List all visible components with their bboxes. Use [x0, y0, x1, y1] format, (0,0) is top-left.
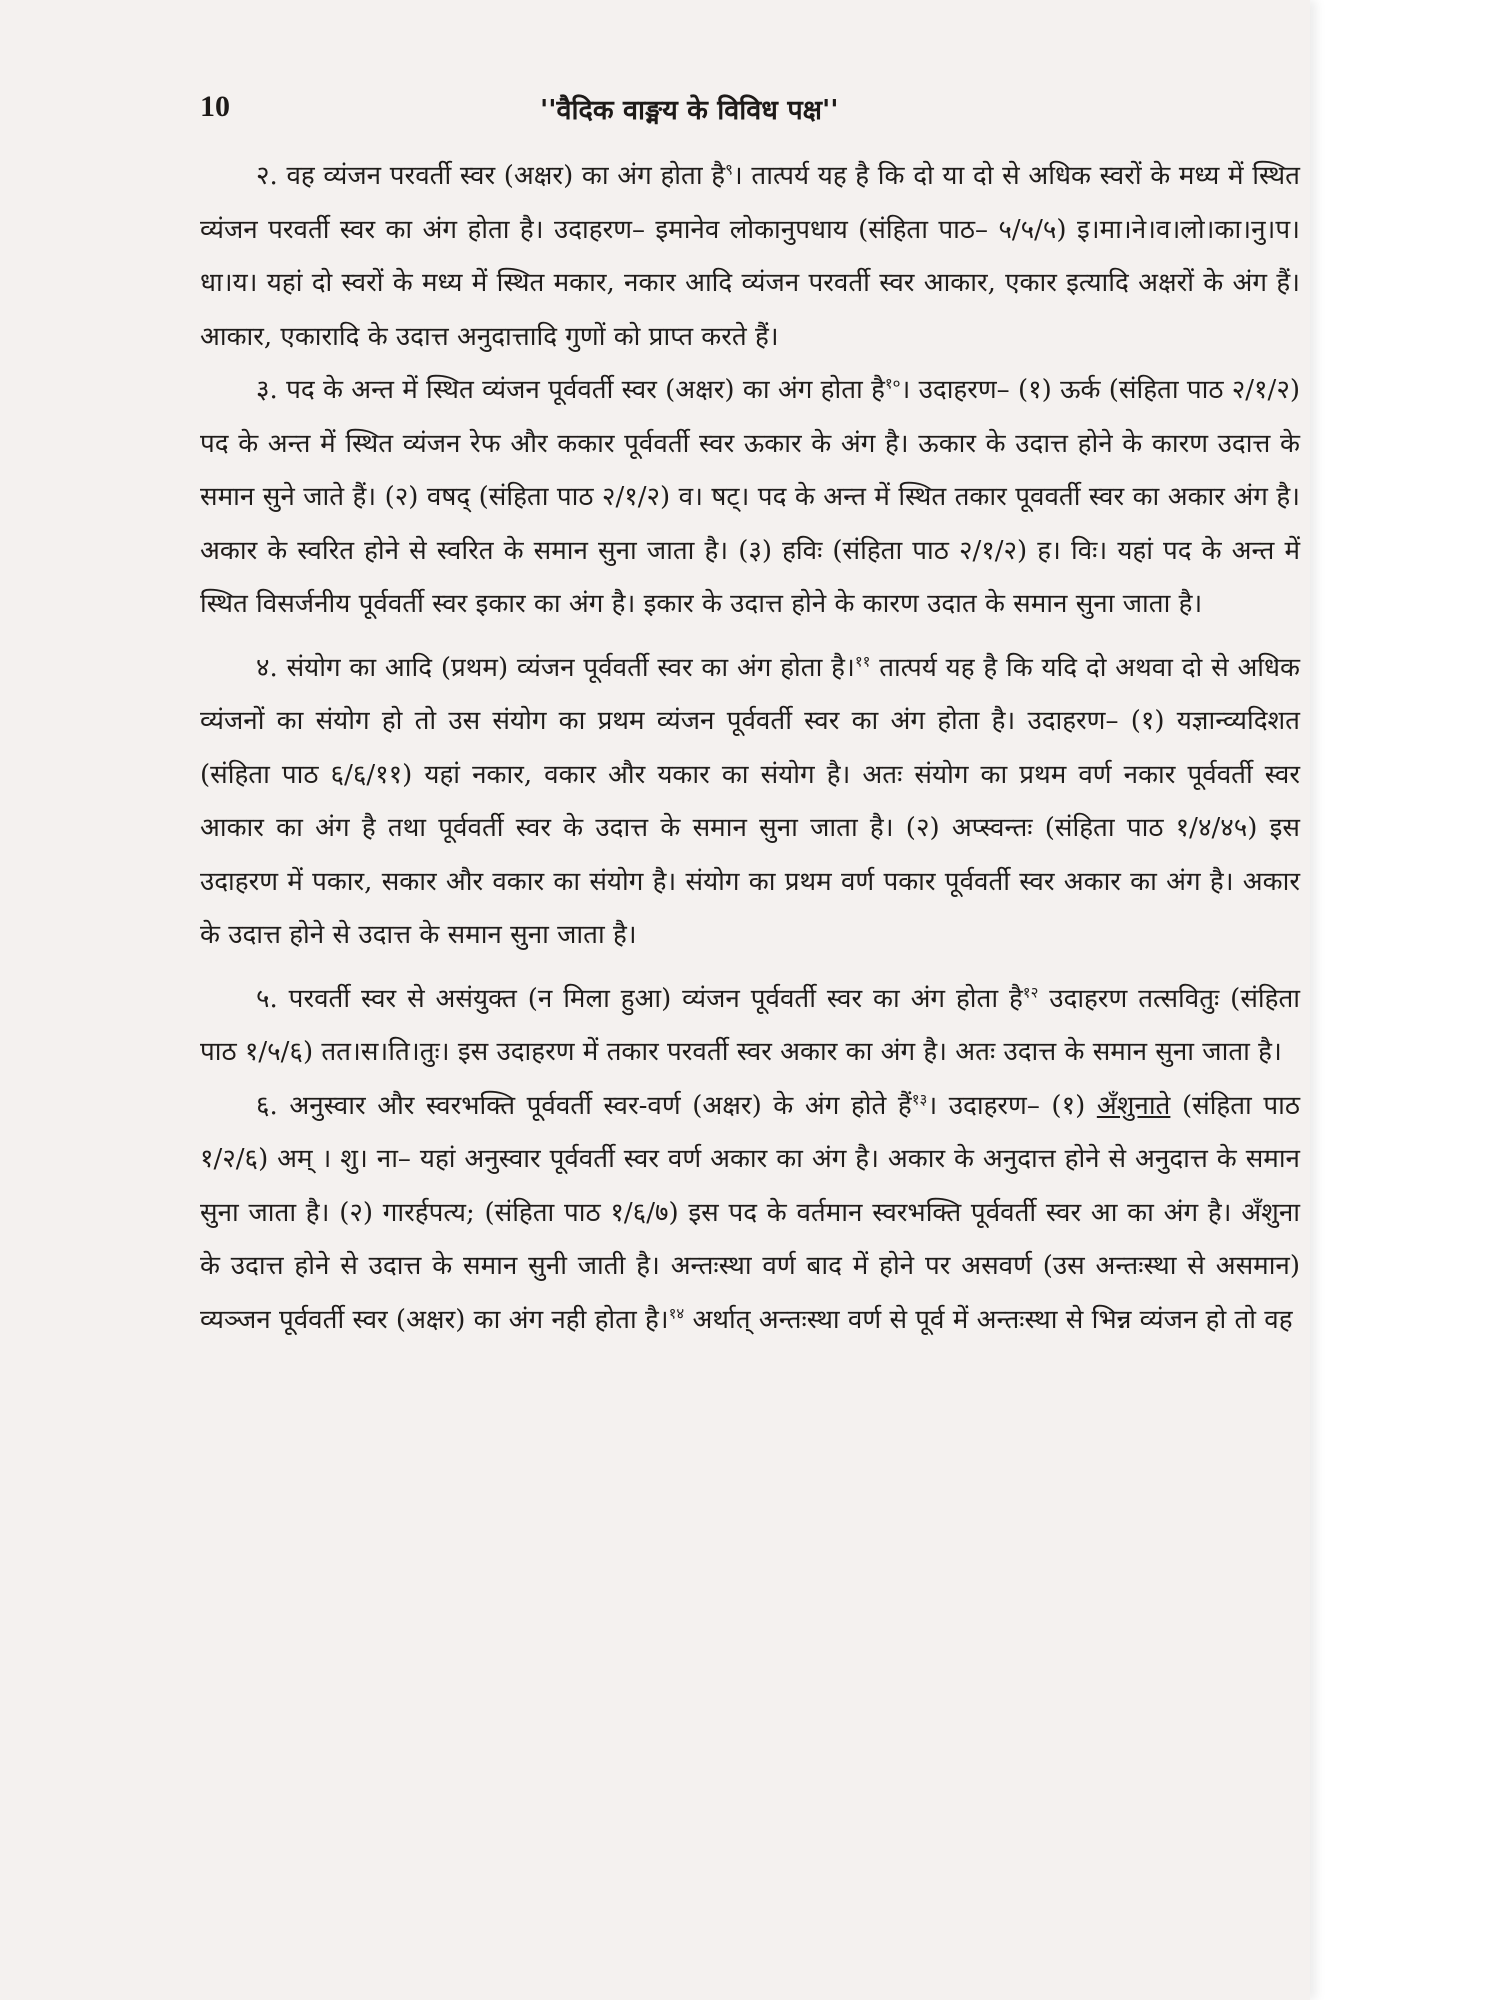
- footnote-ref: १०: [884, 374, 901, 393]
- footnote-ref: १२: [1022, 982, 1039, 1001]
- footnote-ref: १३: [911, 1089, 928, 1108]
- footnote-ref: ९: [725, 160, 733, 179]
- page-number: 10: [200, 90, 230, 123]
- paragraph-2: २. वह व्यंजन परवर्ती स्वर (अक्षर) का अंग होता है$^९$। तात्पर्य यह है कि दो या दो से अधिक स्वरों के मध्य में स्थित व्यंजन परवर्ती स्वर का अंग होता है। उदाहरण– इमानेव लोकानुपधाय (संहिता पाठ– ५/५/५) इ।मा।ने।व।लो।का।नु।प।धा।य। यहां दो स्वरों के मध्य में स्थित मकार, नकार आदि व्यंजन परवर्ती स्वर आकार, एकार इत्यादि अक्षरों के अंग हैं। आकार, एकारादि के उदात्त अनुदात्तादि गुणों को प्राप्त करते हैं।: [200, 160, 1300, 352]
- underlined-word: अँशुनाते: [1096, 1090, 1171, 1121]
- paragraph-6: ६. अनुस्वार और स्वरभक्ति पूर्ववर्ती स्वर-वर्ण (अक्षर) के अंग होते हैं$^{१३}$। उदाहरण– (१) अँशुनाते (संहिता पाठ १/२/६) अम् । शु। ना– यहां अनुस्वार पूर्ववर्ती स्वर वर्ण अकार का अंग है। अकार के अनुदात्त होने से अनुदात्त के समान सुना जाता है। (२) गारर्हपत्य; (संहिता पाठ १/६/७) इस पद के वर्तमान स्वरभक्ति पूर्ववर्ती स्वर आ का अंग है। अँशुना के उदात्त होने से उदात्त के समान सुनी जाती है। अन्तःस्था वर्ण बाद में होने पर असवर्ण (उस अन्तःस्था से असमान) व्यञ्जन पूर्ववर्ती स्वर (अक्षर) का अंग नही होता है।$^{१४}$ अर्थात् अन्तःस्था वर्ण से पूर्व में अन्तःस्था से भिन्न व्यंजन हो तो वह: [200, 1089, 1300, 1335]
- paragraph-3: ३. पद के अन्त में स्थित व्यंजन पूर्ववर्ती स्वर (अक्षर) का अंग होता है$^{१०}$। उदाहरण– (१) ऊर्क (संहिता पाठ २/१/२) पद के अन्त में स्थित व्यंजन रेफ और ककार पूर्ववर्ती स्वर ऊकार के अंग है। ऊकार के उदात्त होने के कारण उदात्त के समान सुने जाते हैं। (२) वषद् (संहिता पाठ २/१/२) व। षट्। पद के अन्त में स्थित तकार पूववर्ती स्वर का अकार अंग है। अकार के स्वरित होने से स्वरित के समान सुना जाता है। (३) हविः (संहिता पाठ २/१/२) ह। विः। यहां पद के अन्त में स्थित विसर्जनीय पूर्ववर्ती स्वर इकार का अंग है। इकार के उदात्त होने के कारण उदात के समान सुना जाता है।: [200, 374, 1300, 619]
- footnote-ref: १४: [668, 1303, 685, 1322]
- running-title: ''वैदिक वाङ्मय के विविध पक्ष'': [540, 95, 839, 126]
- paragraph-4: ४. संयोग का आदि (प्रथम) व्यंजन पूर्ववर्ती स्वर का अंग होता है।$^{११}$ तात्पर्य यह है कि यदि दो अथवा दो से अधिक व्यंजनों का संयोग हो तो उस संयोग का प्रथम व्यंजन पूर्ववर्ती स्वर का अंग होता है। उदाहरण– (१) यज्ञान्व्यदिशत (संहिता पाठ ६/६/११) यहां नकार, वकार और यकार का संयोग है। अतः संयोग का प्रथम वर्ण नकार पूर्ववर्ती स्वर आकार का अंग है तथा पूर्ववर्ती स्वर के उदात्त के समान सुना जाता है। (२) अप्स्वन्तः (संहिता पाठ १/४/४५) इस उदाहरण में पकार, सकार और वकार का संयोग है। संयोग का प्रथम वर्ण पकार पूर्ववर्ती स्वर अकार का अंग है। अकार के उदात्त होने से उदात्त के समान सुना जाता है।: [200, 651, 1300, 950]
- page-header: [200, 90, 1300, 130]
- page-body: [200, 150, 1300, 1347]
- footnote-ref: ११: [854, 651, 871, 670]
- paragraph-5: ५. परवर्ती स्वर से असंयुक्त (न मिला हुआ) व्यंजन पूर्ववर्ती स्वर का अंग होता है$^{१२}$ उदाहरण तत्सवितुः (संहिता पाठ १/५/६) तत।स।ति।तुः। इस उदाहरण में तकार परवर्ती स्वर अकार का अंग है। अतः उदात्त के समान सुना जाता है।: [200, 982, 1300, 1067]
